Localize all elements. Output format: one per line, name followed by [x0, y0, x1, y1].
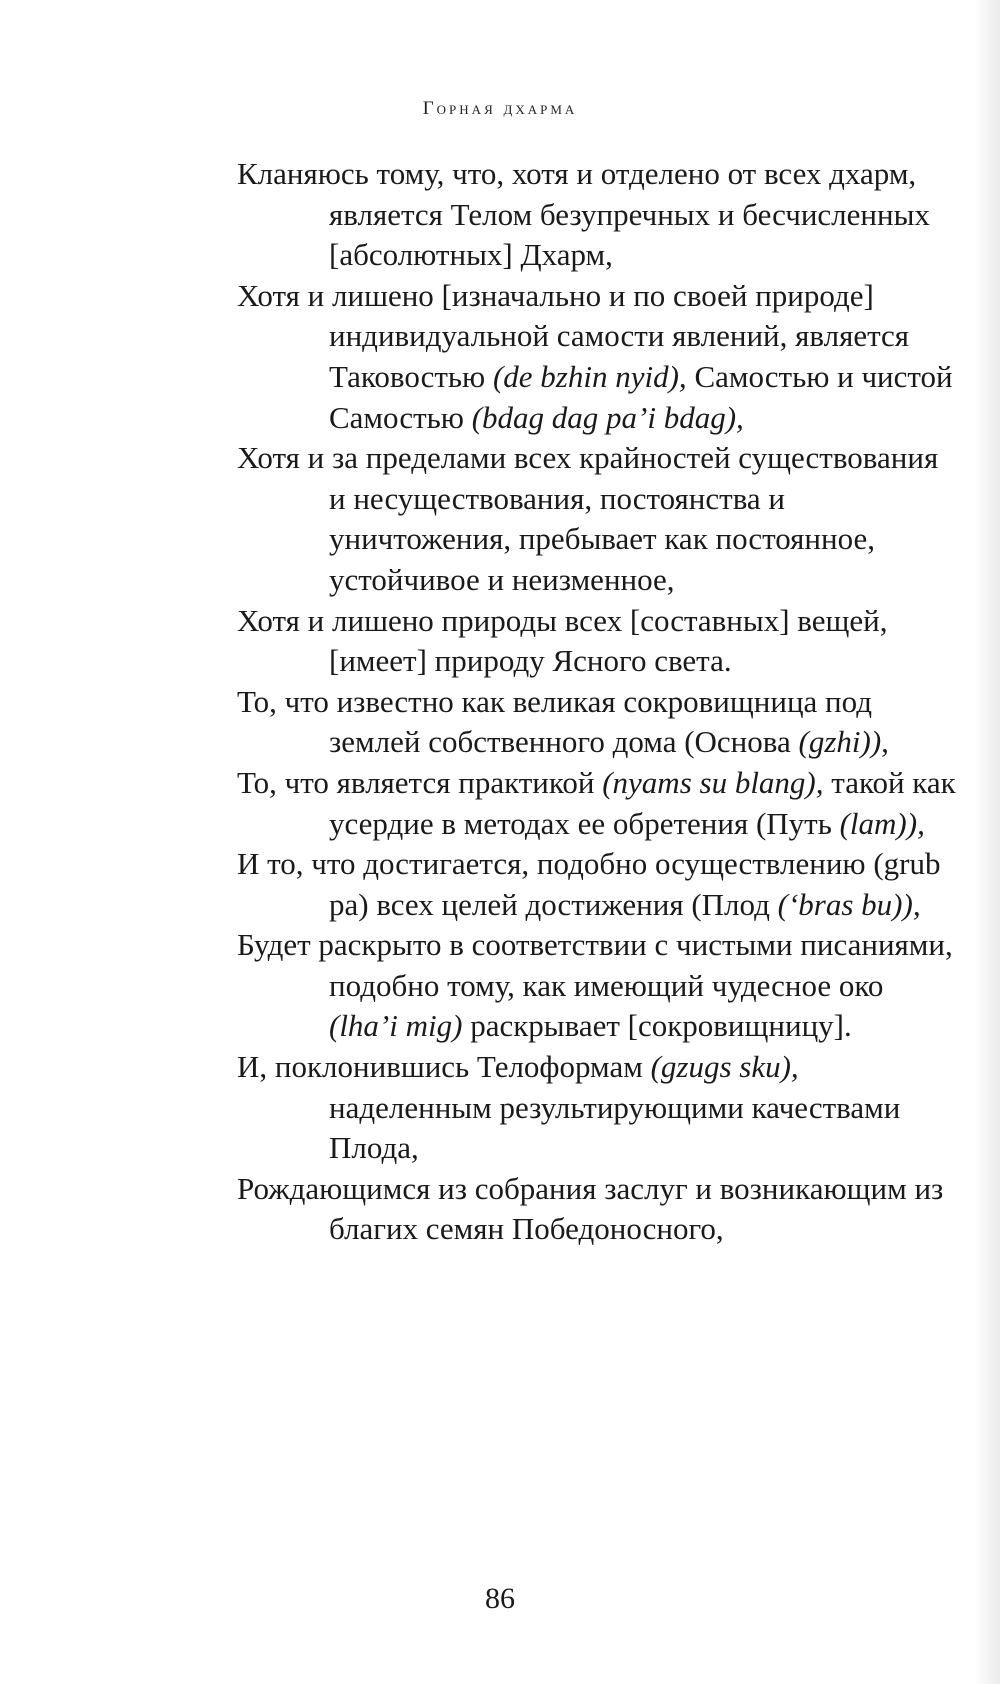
stanza — [237, 601, 957, 682]
transliteration: (gzugs sku), — [650, 1049, 799, 1085]
transliteration: (‘bras bu)), — [777, 886, 921, 922]
transliteration: (lam)), — [839, 805, 925, 841]
stanza-text: Хотя и лишено природы всех [составных] вещей, [имеет] природу Ясного света. — [237, 602, 888, 679]
stanza-text: такой как усердие в методах ее обретения (Путь — [329, 764, 956, 841]
stanza — [237, 276, 957, 438]
stanza — [237, 1047, 957, 1169]
stanza-text: И, поклонившись Телоформам — [237, 1049, 651, 1085]
transliteration: (lha’i mig) — [329, 1008, 463, 1044]
stanza — [237, 763, 957, 844]
stanza-text: Самостью и чистой Самостью — [329, 358, 953, 435]
running-head: Горная дхарма — [422, 98, 578, 119]
page-edge-shadow — [974, 0, 1000, 1684]
stanza — [237, 1169, 957, 1250]
stanza-text: Хотя и лишено [изначально и по своей природе] индивидуальной самости явлений, является Таковостью — [237, 277, 910, 394]
stanza-text: Кланяюсь тому, что, хотя и отделено от всех дхарм, является Телом безупречных и бесчисленных [абсолютных] Дхарм, — [237, 156, 930, 273]
stanza — [237, 682, 957, 763]
transliteration: (nyams su blang), — [602, 764, 824, 800]
stanza-text: Рождающимся из собрания заслуг и возникающим из благих семян Победоносного, — [237, 1170, 944, 1247]
stanza — [237, 438, 957, 600]
stanza-text: раскрывает [сокровищницу]. — [462, 1008, 852, 1044]
stanza — [237, 154, 957, 276]
stanza-text: То, что известно как великая сокровищница под землей собственного дома (Основа — [237, 683, 873, 760]
stanza-text: Будет раскрыто в соответствии с чистыми писаниями, подобно тому, как имеющий чудесное око — [237, 927, 953, 1003]
stanza-text: Хотя и за пределами всех крайностей существования и несуществования, постоянства и уничтожения, пребывает как постоянное, устойчивое и неизменное, — [237, 440, 939, 597]
transliteration: (de bzhin nyid), — [492, 358, 687, 394]
page-number: 86 — [485, 1582, 515, 1615]
stanza-text: наделенным результирующими качествами Плода, — [329, 1089, 901, 1166]
stanza-text: То, что является практикой — [237, 764, 603, 800]
stanza — [237, 925, 957, 1047]
transliteration: (gzhi)), — [798, 724, 889, 760]
stanza-text: И то, что достигается, подобно осуществлению (grub pa) всех целей достижения (Плод — [237, 846, 941, 922]
verse-body — [237, 154, 957, 1250]
stanza — [237, 844, 957, 925]
transliteration: (bdag dag pa’i bdag), — [471, 399, 744, 435]
